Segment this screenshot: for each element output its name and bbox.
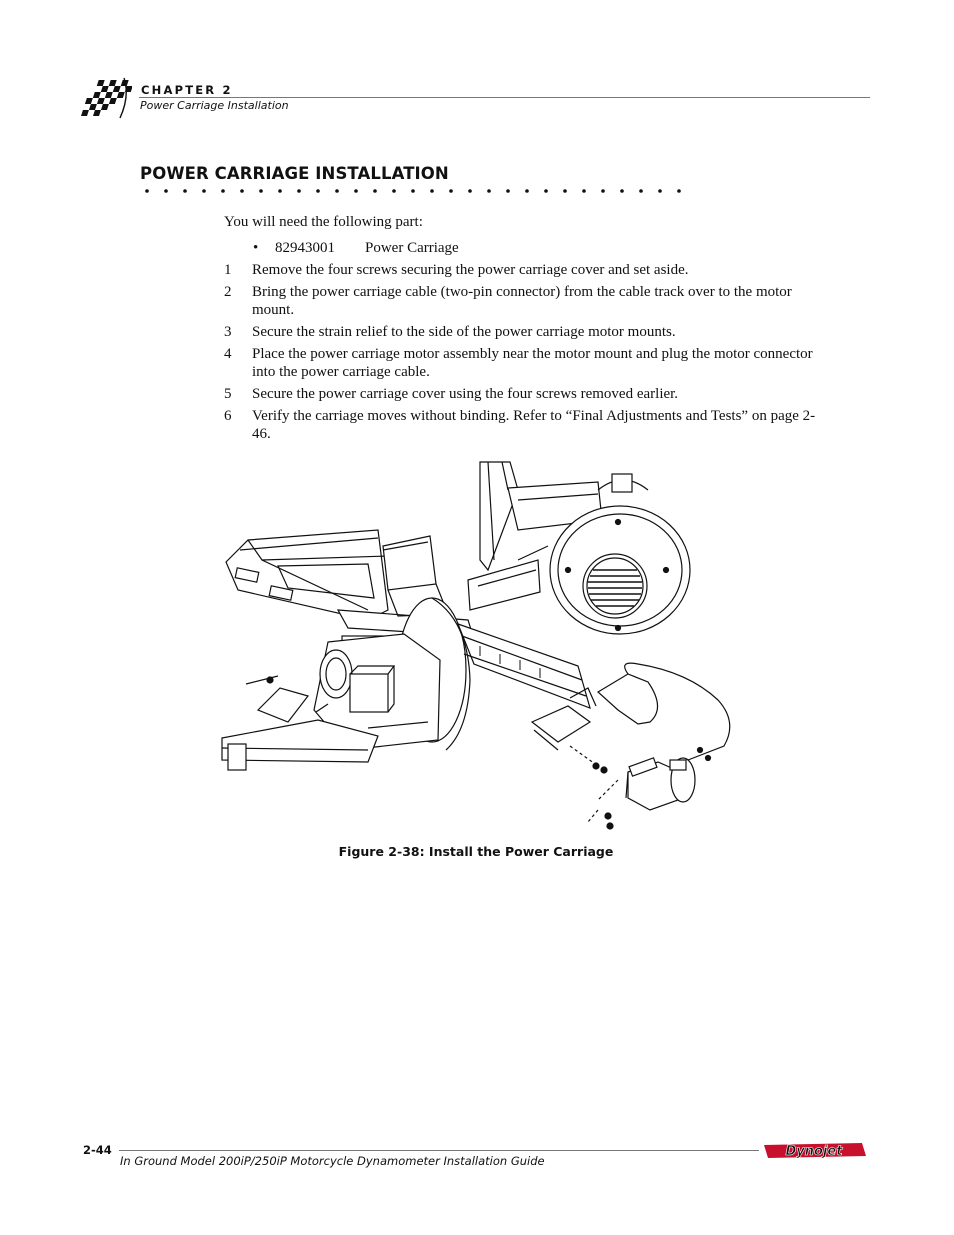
divider-dot xyxy=(601,189,605,193)
divider-dot xyxy=(449,189,453,193)
bullet: • xyxy=(253,240,259,256)
step-text: Secure the power carriage cover using the four screws removed earlier. xyxy=(252,386,679,402)
footer-title: In Ground Model 200iP/250iP Motorcycle Dynamometer Installation Guide xyxy=(120,1154,545,1168)
divider-dot xyxy=(164,189,168,193)
divider-dot xyxy=(202,189,206,193)
divider-dot xyxy=(506,189,510,193)
step-number: 2 xyxy=(224,284,232,300)
divider-dot xyxy=(297,189,301,193)
part-name: Power Carriage xyxy=(365,240,459,256)
step-number: 1 xyxy=(224,262,232,278)
divider-dot xyxy=(544,189,548,193)
divider-dot xyxy=(639,189,643,193)
step-number: 4 xyxy=(224,346,232,362)
divider-dot xyxy=(354,189,358,193)
power-carriage-illustration xyxy=(218,460,738,840)
part-list-item xyxy=(253,239,459,257)
step-text: Place the power carriage motor assembly near the motor mount and plug the motor connector into the power carriage cable. xyxy=(252,346,813,380)
divider-dot xyxy=(658,189,662,193)
figure-caption xyxy=(0,844,954,859)
divider-dot xyxy=(582,189,586,193)
header-subtitle: Power Carriage Installation xyxy=(140,99,289,112)
divider-dot xyxy=(183,189,187,193)
svg-text:Dynojet: Dynojet xyxy=(785,1144,843,1159)
dotted-divider xyxy=(143,184,688,198)
divider-dot xyxy=(335,189,339,193)
divider-dot xyxy=(145,189,149,193)
step-text: Remove the four screws securing the power carriage cover and set aside. xyxy=(252,262,689,278)
part-number: 82943001 xyxy=(275,240,335,256)
divider-dot xyxy=(677,189,681,193)
section-title: POWER CARRIAGE INSTALLATION xyxy=(140,164,449,183)
divider-dot xyxy=(430,189,434,193)
page-number: 2-44 xyxy=(83,1143,112,1157)
step-text: Verify the carriage moves without binding. Refer to “Final Adjustments and Tests” on page 2-46. xyxy=(252,408,816,442)
step-text: Secure the strain relief to the side of the power carriage motor mounts. xyxy=(252,324,676,340)
header-rule xyxy=(139,97,870,98)
divider-dot xyxy=(373,189,377,193)
divider-dot xyxy=(278,189,282,193)
divider-dot xyxy=(525,189,529,193)
divider-dot xyxy=(411,189,415,193)
intro-text: You will need the following part: xyxy=(224,214,423,230)
step-number: 3 xyxy=(224,324,232,340)
divider-dot xyxy=(487,189,491,193)
checkered-flag-icon xyxy=(80,76,132,120)
step-number: 6 xyxy=(224,408,232,424)
step-text: Bring the power carriage cable (two-pin connector) from the cable track over to the motor mount. xyxy=(252,284,792,318)
divider-dot xyxy=(259,189,263,193)
chapter-label: CHAPTER 2 xyxy=(141,83,233,97)
divider-dot xyxy=(221,189,225,193)
figure-caption-text: Figure 2-38: Install the Power Carriage xyxy=(338,844,614,859)
footer-rule xyxy=(119,1150,759,1151)
divider-dot xyxy=(316,189,320,193)
divider-dot xyxy=(240,189,244,193)
divider-dot xyxy=(563,189,567,193)
dynojet-logo xyxy=(762,1141,866,1160)
divider-dot xyxy=(392,189,396,193)
divider-dot xyxy=(468,189,472,193)
step-number: 5 xyxy=(224,386,232,402)
divider-dot xyxy=(620,189,624,193)
